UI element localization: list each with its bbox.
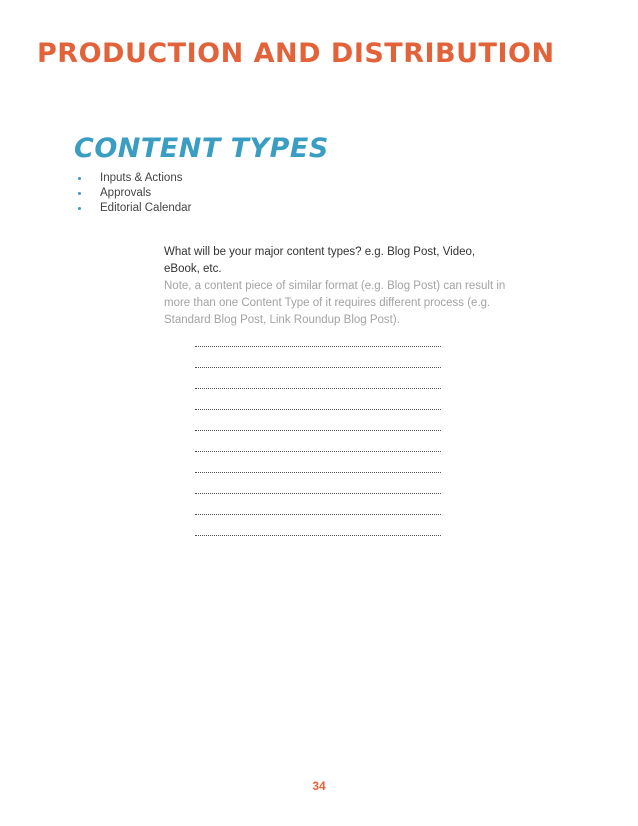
answer-line — [195, 430, 441, 431]
bullet-item — [78, 171, 191, 186]
page-title: PRODUCTION AND DISTRIBUTION — [37, 38, 555, 69]
prompt-note: Note, a content piece of similar format (e.g. Blog Post) can result in more than one Content Type of it requires different process (e.g. Standard Blog Post, Link Roundup Blog Post). — [164, 280, 506, 326]
worksheet-prompt — [164, 244, 509, 329]
answer-line — [195, 409, 441, 410]
bullet-dot-icon — [78, 192, 81, 195]
answer-line — [195, 346, 441, 347]
answer-line — [195, 493, 441, 494]
prompt-question: What will be your major content types? e.g. Blog Post, Video, eBook, etc. — [164, 246, 476, 275]
page-number: 34 — [312, 779, 326, 793]
bullet-list — [78, 171, 191, 216]
bullet-item — [78, 201, 191, 216]
bullet-label: Inputs & Actions — [100, 172, 183, 184]
bullet-label: Approvals — [100, 187, 152, 199]
answer-line — [195, 472, 441, 473]
answer-line — [195, 514, 441, 515]
bullet-dot-icon — [78, 177, 81, 180]
bullet-label: Editorial Calendar — [100, 202, 192, 214]
answer-line — [195, 535, 441, 536]
answer-lines — [195, 346, 441, 556]
section-title: CONTENT TYPES — [74, 133, 329, 164]
bullet-dot-icon — [78, 207, 81, 210]
answer-line — [195, 451, 441, 452]
answer-line — [195, 388, 441, 389]
answer-line — [195, 367, 441, 368]
bullet-item — [78, 186, 191, 201]
